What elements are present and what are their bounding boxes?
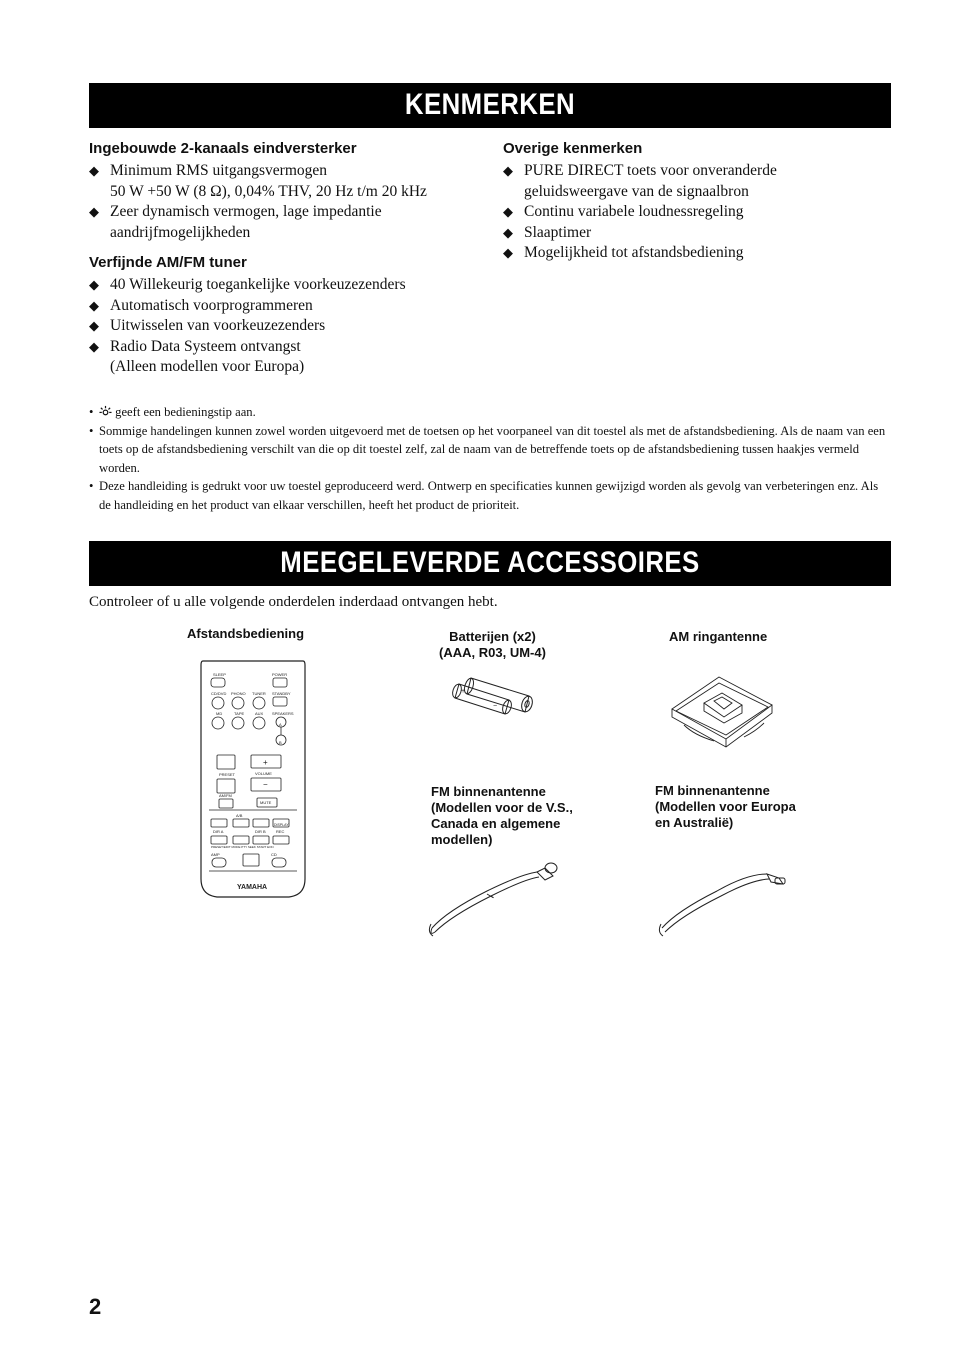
remote-label: DIR A: [213, 829, 224, 834]
fm-antenna-eu-illustration: [657, 856, 792, 941]
remote-label: A: [279, 722, 282, 727]
notes: [89, 403, 891, 514]
list-item: ◆ Zeer dynamisch vermogen, lage impedantie aandrijfmogelijkheden: [89, 202, 489, 243]
list-item: ◆ Radio Data Systeem ontvangst (Alleen modellen voor Europa): [89, 337, 489, 378]
remote-label: AM/FM: [219, 793, 232, 798]
remote-label: TAPE: [234, 711, 245, 716]
remote-label: A/B: [236, 813, 243, 818]
list-item: ◆ Mogelijkheid tot afstandsbediening: [503, 243, 893, 264]
list-item: ◆ Automatisch voorprogrammeren: [89, 296, 489, 317]
remote-label: STANDBY: [272, 691, 291, 696]
tip-icon: [99, 405, 112, 418]
remote-label: PRESET: [219, 772, 236, 777]
remote-label: DIR B: [255, 829, 266, 834]
am-antenna-illustration: [664, 665, 779, 750]
tuner-list: [89, 275, 489, 378]
note-item: • Sommige handelingen kunnen zowel worden uitgevoerd met de toetsen op het voorpaneel van dit toestel als met de afstandsbediening. Als de naam van een toets op de afstandsbediening verschilt van die op dit toestel zelf, zal de naam van de betreffende toets op de afstandsbediening tussen haakjes vermeld worden.: [89, 422, 891, 478]
list-item: ◆ Minimum RMS uitgangsvermogen 50 W +50 W (8 Ω), 0,04% THV, 20 Hz t/m 20 kHz: [89, 161, 489, 202]
remote-label: MD: [216, 711, 223, 716]
remote-label: AMP: [211, 852, 220, 857]
remote-caption: Afstandsbediening: [187, 626, 305, 641]
features-right-column: [503, 139, 893, 274]
remote-label: +: [263, 758, 268, 767]
page-number: 2: [89, 1294, 102, 1319]
features-title: KENMERKEN: [404, 88, 576, 121]
list-item: ◆ PURE DIRECT toets voor onveranderde geluidsweergave van de signaalbron: [503, 161, 893, 202]
features-title-bar: [89, 83, 891, 128]
remote-label: AUX: [255, 711, 264, 716]
remote-label: −: [263, 780, 268, 789]
list-item: ◆ Continu variabele loudnessregeling: [503, 202, 893, 223]
remote-label: VOLUME: [255, 771, 272, 776]
remote-label: MUTE: [260, 800, 272, 805]
tuner-heading: Verfijnde AM/FM tuner: [89, 254, 247, 271]
list-item: ◆ Uitwisselen van voorkeuzezenders: [89, 316, 489, 337]
am-antenna-caption: AM ringantenne: [669, 629, 768, 644]
fm-eu-caption: FM binnenantenne (Modellen voor Europa en Australië): [655, 783, 796, 830]
fm-us-caption: FM binnenantenne (Modellen voor de V.S., Canada en algemene modellen): [431, 784, 573, 847]
list-item: ◆ Slaaptimer: [503, 223, 893, 244]
amp-list: [89, 161, 489, 243]
other-list: [503, 161, 893, 264]
accessories-title-bar: [89, 541, 891, 586]
remote-label: B: [279, 740, 282, 745]
accessories-intro: Controleer of u alle volgende onderdelen inderdaad ontvangen hebt.: [89, 594, 498, 610]
remote-brand: YAMAHA: [237, 884, 268, 891]
remote-label: CD: [271, 852, 277, 857]
note-item: • geeft een bedieningstip aan.: [89, 403, 891, 422]
battery-minus: −: [493, 703, 498, 710]
batteries-illustration: [447, 670, 537, 730]
features-left-column: [89, 139, 489, 388]
remote-label: SPEAKERS: [272, 711, 294, 716]
remote-label: DISPLAY: [274, 823, 289, 827]
battery-plus: +: [461, 688, 466, 695]
batteries-caption: Batterijen (x2) (AAA, R03, UM-4): [439, 629, 546, 660]
remote-label: TUNER: [252, 691, 266, 696]
remote-label: SLEEP: [213, 672, 226, 677]
remote-label: POWER: [272, 672, 288, 677]
remote-label: PRESET/EDIT MODE PTY SEEK START EON: [211, 845, 274, 849]
fm-antenna-us-illustration: [427, 856, 562, 941]
remote-label: REC: [276, 829, 285, 834]
amp-heading: Ingebouwde 2-kanaals eindversterker: [89, 140, 357, 157]
note-item: • Deze handleiding is gedrukt voor uw toestel geproduceerd werd. Ontwerp en specificaties kunnen gewijzigd worden als gevolg van verbeteringen enz. Als de handleiding en het product van elkaar verschillen, heeft het product de prioriteit.: [89, 477, 891, 514]
list-item: ◆ 40 Willekeurig toegankelijke voorkeuzezenders: [89, 275, 489, 296]
accessories-title: MEEGELEVERDE ACCESSOIRES: [280, 546, 700, 579]
remote-label: PHONO: [231, 691, 246, 696]
remote-label: CD/DVD: [211, 691, 227, 696]
other-heading: Overige kenmerken: [503, 140, 643, 157]
remote-control-illustration: [199, 659, 307, 901]
